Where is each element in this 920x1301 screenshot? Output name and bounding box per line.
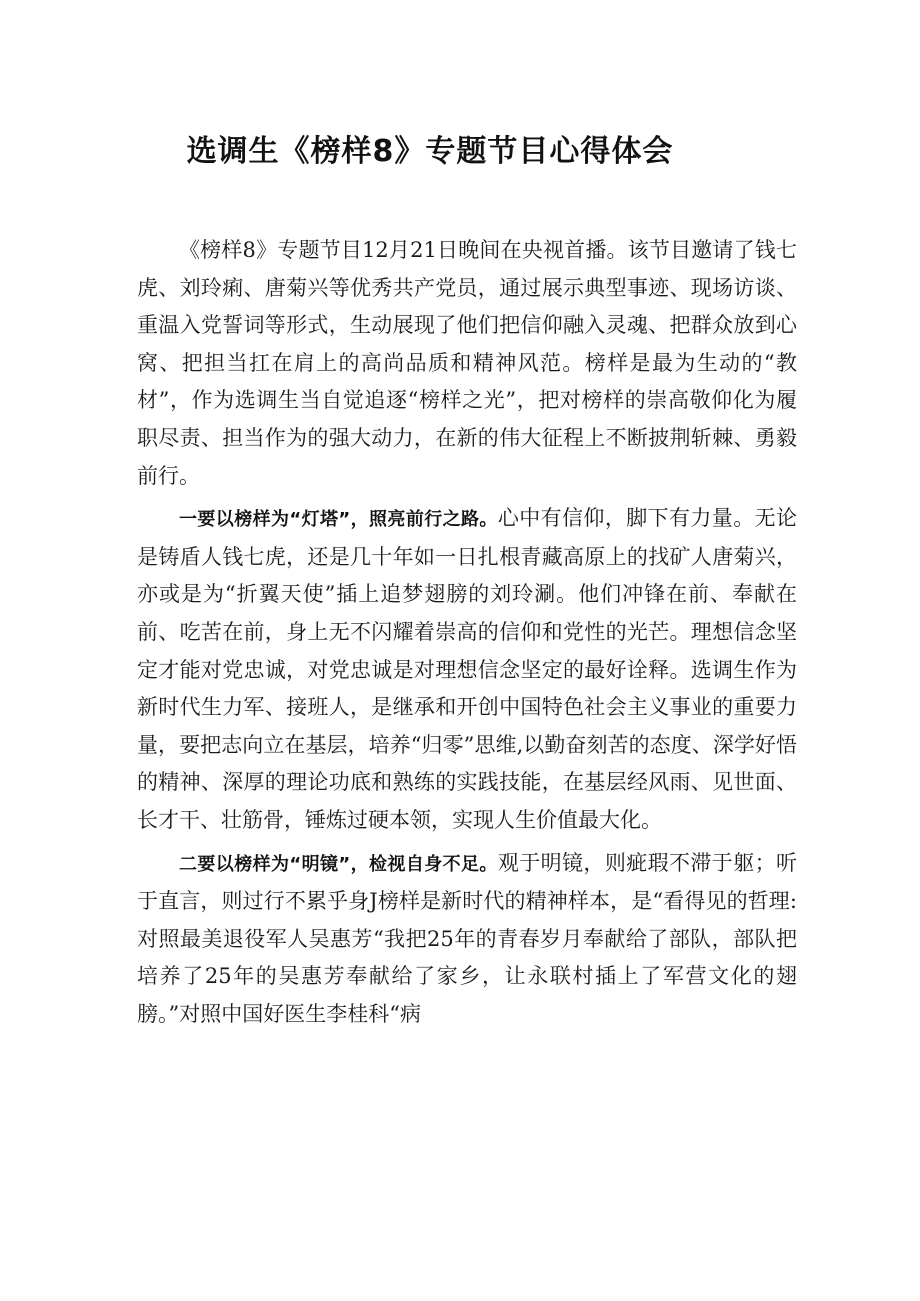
section-2-paragraph (137, 845, 797, 1034)
intro-paragraph: 《榜样8》专题节目12月21日晚间在央视首播。该节目邀请了钱七虎、刘玲痢、唐菊兴等优秀共产党员，通过展示典型事迹、现场访谈、重温入党誓词等形式，生动展现了他们把信仰融入灵魂、把群众放到心窝、把担当扛在肩上的高尚品质和精神风范。榜样是最为生动的“教材”，作为选调生当自觉追逐“榜样之光”，把对榜样的崇高敬仰化为履职尽责、担当作为的强大动力，在新的伟大征程上不断披荆斩棘、勇毅前行。 (137, 238, 797, 488)
section-1-lead: 一要以榜样为“灯塔”，照亮前行之路。 (179, 509, 498, 531)
document-title: 选调生《榜样8》专题节目心得体会 (186, 134, 674, 169)
section-1-text: 心中有信仰，脚下有力量。无论是铸盾人钱七虎，还是几十年如一日扎根青藏高原上的找矿人唐菊兴，亦或是为“折翼天使”插上追梦翅膀的刘玲涮。他们冲锋在前、奉献在前、吃苦在前，身上无不闪耀着崇高的信仰和党性的光芒。理想信念坚定才能对党忠诚，对党忠诚是对理想信念坚定的最好诠释。选调生作为新时代生力军、接班人，是继承和开创中国特色社会主义事业的重要力量，要把志向立在基层，培养“归零”思维,以勤奋刻苦的态度、深学好悟的精神、深厚的理论功底和熟练的实践技能，在基层经风雨、见世面、长才干、壮筋骨，锤炼过硬本领，实现人生价值最大化。 (137, 506, 797, 832)
section-2-lead: 二要以榜样为“明镜”，检视自身不足。 (179, 853, 498, 875)
section-2-text: 观于明镜，则疵瑕不滞于躯；听于直言，则过行不累乎身J榜样是新时代的精神样本，是“看得见的哲理:对照最美退役军人吴惠芳“我把25年的青春岁月奉献给了部队，部队把培养了25年的吴惠芳奉献给了家乡，让永联村插上了军营文化的翅膀。”对照中国好医生李桂科“病 (137, 850, 797, 1026)
document-body (137, 232, 797, 1038)
section-1-paragraph (137, 500, 797, 839)
